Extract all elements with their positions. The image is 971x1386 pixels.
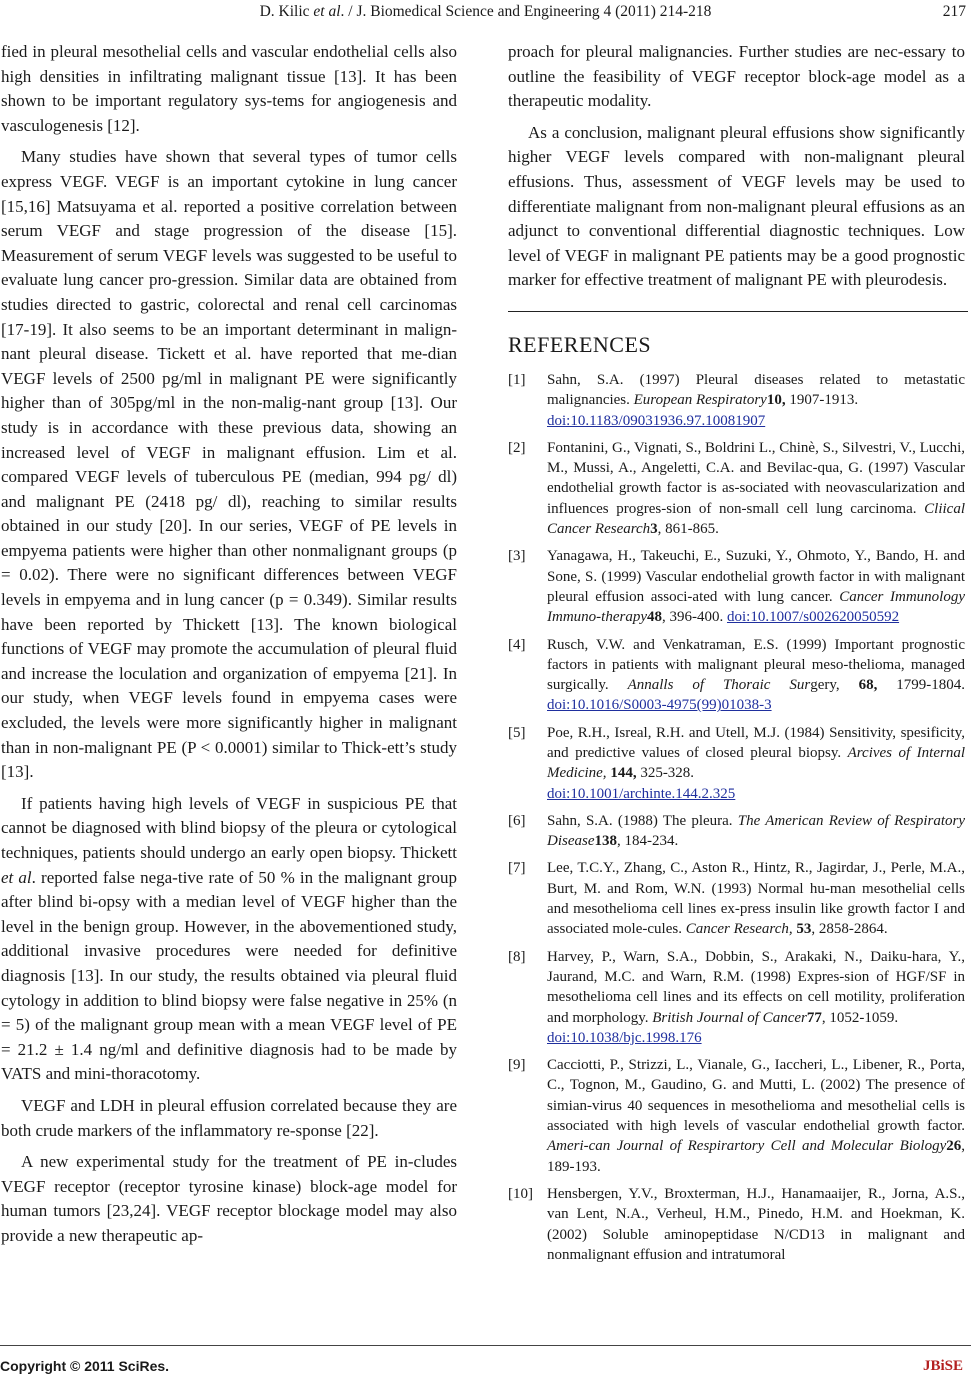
reference-item: [508, 1055, 965, 1177]
reference-volume: 26: [946, 1138, 962, 1155]
reference-authors-title: Rusch, V.W. and Venkatraman, E.S. (1999) Important prognostic factors in patients with malignant pleural meso-thelioma, managed surgically.: [547, 636, 965, 694]
reference-volume: 68,: [858, 677, 878, 694]
paragraph-ldh: VEGF and LDH in pleural effusion correlated because they are both crude markers of the inflammatory re-sponse [22].: [1, 1095, 457, 1140]
reference-volume: 48: [646, 609, 662, 626]
reference-journal: Cancer Immunology Immuno-therapy: [547, 588, 965, 626]
copyright-notice: Copyright © 2011 SciRes.: [0, 1358, 170, 1374]
paragraph-continued: fied in pleural mesothelial cells and vascular endothelial cells also high densities in infiltrating malignant tissue [13]. It has been shown to be important regulatory sys-tems for angiogenesis and vasculogenesis [12].: [1, 42, 457, 135]
reference-pages: 325-328.: [636, 765, 695, 782]
reference-item: [508, 723, 965, 804]
running-header: [0, 2, 971, 24]
reference-journal: Arcives of Internal Medicine,: [547, 744, 965, 782]
reference-volume: 77: [806, 1009, 822, 1026]
reference-item: [508, 438, 965, 539]
reference-pages: 1907-1913.: [785, 392, 859, 409]
reference-number: [4]: [508, 636, 526, 653]
reference-number: [1]: [508, 371, 526, 388]
paragraph-experimental: A new experimental study for the treatment of PE in-cludes VEGF receptor (receptor tyrosine kinase) block-age model for human tumors [23,24]. VEGF receptor blockage model may also provide a new therapeutic ap-: [1, 1152, 457, 1245]
reference-journal: European Respiratory: [633, 392, 767, 409]
reference-volume: 3: [650, 521, 658, 538]
section-divider: [508, 311, 968, 312]
paragraph-tumor-cells: Many studies have shown that several types of tumor cells express VEGF. VEGF is an important cytokine in lung cancer [15,16] Matsuyama et al. reported a positive correlation between serum VEGF and stage progression of the disease [15]. Measurement of serum VEGF levels was suggested to be useful to evaluate lung cancer pro-gression. Similar data are obtained from studies directed to gastric, colorectal and renal cell carcinomas [17-19]. It also seems to be an important determinant in malign-nant pleural disease. Tickett et al. have reported that me-dian VEGF levels of 2500 pg/ml in malignant PE were significantly higher than of 305pg/ml in the non-malig-nant group [13]. Our study is in accordance with these previous data, showing an increased level of VEGF in malignant effusion. Lim et al. compared VEGF levels of tuberculous PE (median, 994 pg/ dl) and malignant PE (2418 pg/ dl), reaching to similar results obtained in our study [20]. In our series, VEGF of PE levels in empyema patients were higher than other nonmalignant groups (p = 0.02). There were no significant differences between VEGF levels in empyema and in lung cancer (p = 0.349). Similar results have been reported by Thickett [13]. The known biological functions of VEGF may promote the accumulation of pleural fluid and increase the loculation and organization of empyema [21]. In our study, when VEGF levels found in empyema cases were excluded, the levels were more significantly higher in malignant than in non-malignant PE (P < 0.0001) similar to Thick-ett’s study [13].: [1, 147, 457, 782]
paragraph-conclusion: As a conclusion, malignant pleural effusions show significantly higher VEGF levels compared with non-malignant pleural effusions. Thus, assessment of VEGF levels may be used to differentiate malignant from non-malignant pleural effusions as an adjunct to conventional differential diagnostic techniques. Low level of VEGF in malignant PE patients may be a good prognostic marker for effective treatment of malignant PE with pleurodesis.: [508, 122, 965, 290]
reference-pages: , 189-193.: [547, 1138, 965, 1175]
reference-doi-link[interactable]: doi:10.1001/archinte.144.2.325: [547, 785, 736, 802]
reference-item: [508, 858, 965, 939]
reference-item: [508, 370, 965, 431]
reference-pages: 1799-1804.: [877, 677, 965, 694]
reference-journal: The American Review of Respiratory Disease: [547, 812, 965, 850]
reference-doi-link[interactable]: doi:10.1038/bjc.1998.176: [547, 1029, 702, 1046]
reference-item: [508, 1184, 965, 1265]
reference-authors-title: Fontanini, G., Vignati, S., Boldrini L., Chinè, S., Silvestri, V., Lucchi, M., Mussi, A., Angeletti, C.A. and Bevilac-qua, G. (1997) Vascular endothelial growth factor is as-sociated with neovascularization and influences progres-sion of non-small cell lung carcinoma.: [547, 439, 965, 517]
reference-authors-title: Hensbergen, Y.V., Broxterman, H.J., Hanamaaijer, R., Jorna, A.S., van Lent, N.A., Verheul, H.M., Pinedo, H.M. and Hoekman, K. (2002) Soluble aminopeptidase N/CD13 in malignant and nonmalignant effusion and intratumoral: [547, 1185, 965, 1263]
reference-journal: Cliical Cancer Research: [547, 500, 965, 538]
paragraph-open-biopsy: If patients having high levels of VEGF in suspicious PE that cannot be diagnosed with blind biopsy of the pleura or cytological techniques, patients should undergo an early open biopsy. Thickett et al. reported false nega-tive rate of 50 % in the malignant group after blind bi-opsy with a median level of VEGF higher than the level in the benign group. However, in the abovementioned study, additional invasive procedures were needed for definitive diagnosis [13]. In our study, the results obtained via pleural fluid cytology in addition to blind biopsy were false negative in 25% (n = 5) of the malignant group mean with a mean VEGF level of PE = 21.2 ± 1.4 ng/ml and definitive diagnosis had to be made by VATS and mini-thoracotomy.: [1, 793, 458, 1084]
reference-volume: 53: [792, 921, 812, 938]
reference-number: [10]: [508, 1185, 533, 1202]
reference-number: [6]: [508, 812, 526, 829]
reference-pages: , 1052-1059.: [821, 1009, 899, 1026]
reference-authors-title: Sahn, S.A. (1988) The pleura.: [547, 812, 738, 829]
reference-doi-link[interactable]: doi:10.1183/09031936.97.10081907: [547, 412, 766, 429]
running-head: [0, 2, 971, 22]
running-head-journal: . / J. Biomedical Science and Engineering 4 (2011) 214-218: [340, 3, 712, 20]
reference-number: [2]: [508, 439, 526, 456]
reference-number: [7]: [508, 860, 526, 877]
reference-item: [508, 947, 965, 1048]
reference-doi-link[interactable]: doi:10.1016/S0003-4975(99)01038-3: [547, 697, 772, 714]
reference-authors-title: Harvey, P., Warn, S.A., Dobbin, S., Arakaki, N., Daiku-hara, Y., Jaurand, M.C. and Warn, R.M. (1998) Expres-sion of HGF/SF in mesothelioma cell lines and its effects on cell motility, proliferation and morphology.: [547, 948, 965, 1026]
reference-journal: Ameri-can Journal of Respirartory Cell and Molecular Biology: [547, 1138, 947, 1155]
reference-list: [508, 370, 965, 1265]
reference-item: [508, 811, 965, 852]
reference-authors-title: Lee, T.C.Y., Zhang, C., Aston R., Hintz, R., Jagirdar, J., Perle, M.A., Burt, M. and Rom, W.N. (1993) Normal hu-man mesothelial cells and mesothelioma cell lines ex-press insulin like growth factor I and associated mole-cules.: [547, 860, 965, 938]
reference-doi-link[interactable]: doi:10.1007/s002620050592: [726, 609, 900, 626]
reference-journal: Annalls of Thoraic Sur: [627, 677, 811, 694]
reference-number: [5]: [508, 724, 526, 741]
reference-item: [508, 546, 965, 627]
reference-pages: gery,: [810, 677, 859, 694]
running-head-etal: et al: [313, 3, 341, 20]
paragraph-continuation: proach for pleural malignancies. Further studies are nec-essary to outline the feasibility of VEGF receptor block-age model as a therapeutic modality.: [508, 42, 965, 111]
reference-number: [9]: [508, 1057, 526, 1074]
reference-authors-title: Sahn, S.A. (1997) Pleural diseases related to metastatic malignancies.: [547, 371, 965, 409]
reference-authors-title: Cacciotti, P., Strizzi, L., Vianale, G., Iaccheri, L., Libener, R., Porta, C., Tognon, M., Gaudino, G. and Mutti, L. (2002) The presence of simian-virus 40 sequences in mesothelioma and mesothelial cells is associated with high levels of vascular endothelial growth factor.: [547, 1057, 965, 1135]
page-footer: [0, 1345, 971, 1386]
reference-pages: , 184-234.: [617, 833, 679, 850]
reference-pages: , 396-400.: [661, 609, 727, 626]
right-column: [508, 40, 965, 1272]
reference-number: [3]: [508, 548, 526, 565]
reference-pages: , 2858-2864.: [811, 921, 888, 938]
reference-authors-title: Yanagawa, H., Takeuchi, E., Suzuki, Y., Ohmoto, Y., Bando, H. and Sone, S. (1999) Vascular endothelial growth factor in with malignant pleural effusion associ-ated with lung cancer.: [547, 548, 965, 605]
reference-item: [508, 635, 965, 716]
reference-volume: 10,: [766, 392, 786, 409]
reference-pages: , 861-865.: [657, 521, 719, 538]
running-head-authors: D. Kilic: [259, 3, 314, 20]
journal-abbreviation: JBiSE: [922, 1358, 963, 1374]
references-heading: REFERENCES: [508, 331, 652, 357]
reference-volume: 144,: [606, 765, 637, 782]
left-column: [1, 40, 457, 1256]
reference-journal: British Journal of Cancer: [652, 1009, 807, 1026]
reference-number: [8]: [508, 948, 526, 965]
reference-authors-title: Poe, R.H., Isreal, R.H. and Utell, M.J. (1984) Sensitivity, spesificity, and predictive values of closed pleural biopsy.: [547, 724, 965, 761]
reference-journal: Cancer Research,: [685, 921, 793, 938]
page-number: 217: [942, 3, 966, 20]
reference-volume: 138: [594, 833, 617, 850]
